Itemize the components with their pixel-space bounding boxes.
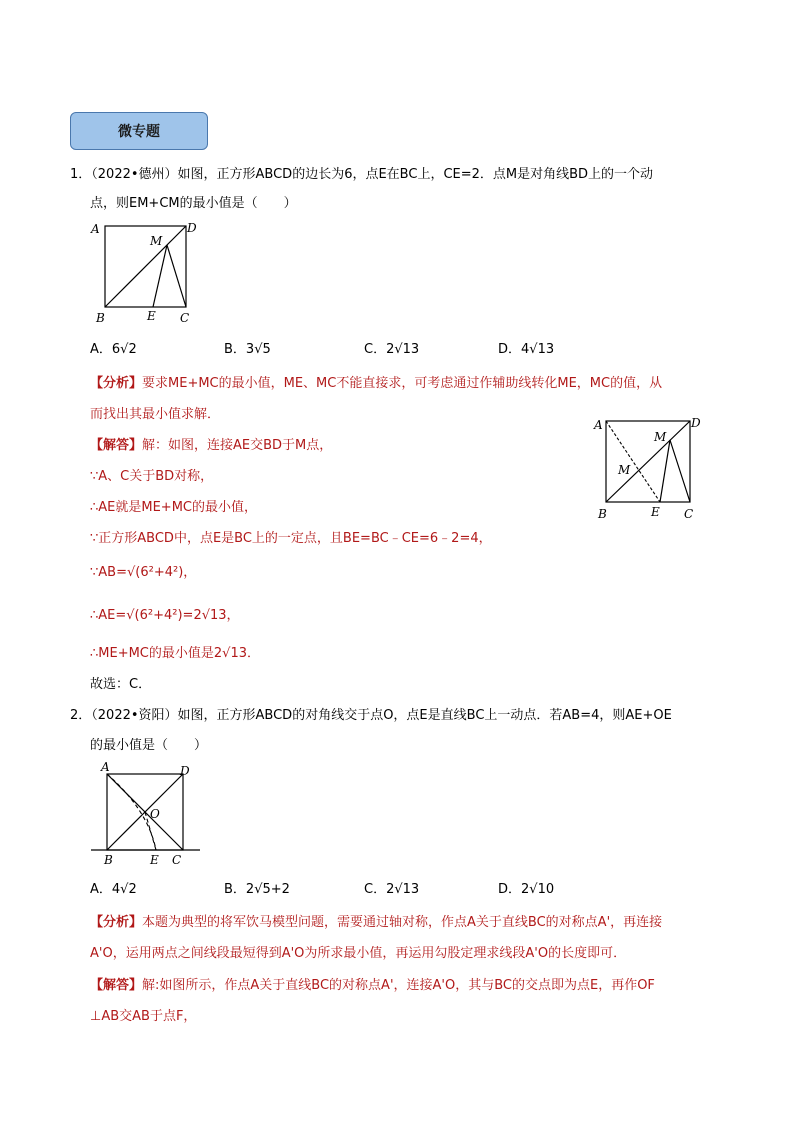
q2-option-c: C．2√13 — [364, 882, 420, 897]
q2-label-c: C — [172, 853, 182, 867]
q2-answer-line1: 【解答】解:如图所示，作点A关于直线BC的对称点A'，连接A'O，其与BC的交点即为点E，再作OF — [90, 978, 655, 993]
section-tag: 微专题 — [70, 112, 208, 150]
q1-answer-line5: ∵AB=√(6²+4²)， — [90, 565, 197, 580]
q1-answer-line3: ∴AE就是ME+MC的最小值， — [90, 500, 257, 515]
label2-m1: M — [654, 430, 667, 444]
q1-solution-figure — [588, 412, 708, 524]
q2-option-a: A．4√2 — [90, 882, 137, 897]
q2-label-d: D — [180, 764, 190, 778]
q2-label-a: A — [101, 760, 110, 774]
segment-me — [153, 245, 167, 307]
label2-m2: M — [618, 463, 631, 477]
q1-analysis-line2: 而找出其最小值求解． — [90, 407, 221, 422]
q1-answer-line2: ∵A、C关于BD对称， — [90, 469, 214, 484]
q1-answer-line1: 【解答】解：如图，连接AE交BD于M点， — [90, 438, 333, 453]
q1-option-b: B．3√5 — [224, 342, 271, 357]
q2-figure — [88, 760, 208, 868]
q2-label-o: O — [150, 807, 160, 821]
q2-analysis-line1: 【分析】本题为典型的将军饮马模型问题，需要通过轴对称，作点A关于直线BC的对称点A'，再连接 — [90, 915, 663, 930]
label2-c: C — [684, 507, 694, 521]
q2-stem-line1: 2．（2022•资阳）如图，正方形ABCD的对角线交于点O，点E是直线BC上一动点．若AB=4，则AE+OE — [70, 708, 672, 723]
dashed-ae-q2 — [107, 774, 156, 850]
label-c: C — [180, 311, 190, 325]
label-a: A — [91, 222, 100, 236]
q1-stem-line1: 1．（2022•德州）如图，正方形ABCD的边长为6，点E在BC上，CE=2．点M是对角线BD上的一个动 — [70, 167, 654, 182]
q1-option-d: D．4√13 — [498, 342, 555, 357]
q2-option-d: D．2√10 — [498, 882, 555, 897]
q2-stem-line2: 的最小值是（ ） — [90, 738, 208, 753]
q1-answer-line4: ∵正方形ABCD中，点E是BC上的一定点，且BE=BC﹣CE=6﹣2=4， — [90, 531, 492, 546]
label2-d: D — [691, 416, 701, 430]
segment-mc — [167, 245, 186, 307]
label2-e: E — [651, 505, 660, 519]
q1-option-c: C．2√13 — [364, 342, 420, 357]
label-d: D — [187, 221, 197, 235]
q2-label-e: E — [150, 853, 159, 867]
q1-answer-line6: ∴AE=√(6²+4²)=2√13， — [90, 608, 240, 623]
dashed-ae — [606, 421, 660, 502]
label-m: M — [150, 234, 163, 248]
q2-option-b: B．2√5+2 — [224, 882, 290, 897]
q1-options — [90, 338, 690, 358]
q1-choice: 故选：C． — [90, 677, 152, 692]
q2-analysis-line2: A'O，运用两点之间线段最短得到A'O为所求最小值，再运用勾股定理求线段A'O的长度即可． — [90, 946, 627, 961]
q1-answer-line7: ∴ME+MC的最小值是2√13． — [90, 646, 260, 661]
label2-b: B — [598, 507, 607, 521]
label-b: B — [96, 311, 105, 325]
label-e: E — [147, 309, 156, 323]
q2-label-b: B — [104, 853, 113, 867]
q1-figure — [88, 218, 208, 328]
q1-analysis-line1: 【分析】要求ME+MC的最小值，ME、MC不能直接求，可考虑通过作辅助线转化ME，MC的值，从 — [90, 376, 663, 391]
q1-stem-line2: 点，则EM+CM的最小值是（ ） — [90, 196, 297, 211]
q2-answer-line2: ⊥AB交AB于点F， — [90, 1009, 197, 1024]
q2-options — [90, 878, 690, 898]
label2-a: A — [594, 418, 603, 432]
q1-option-a: A．6√2 — [90, 342, 137, 357]
segment-mc-2 — [670, 440, 690, 502]
